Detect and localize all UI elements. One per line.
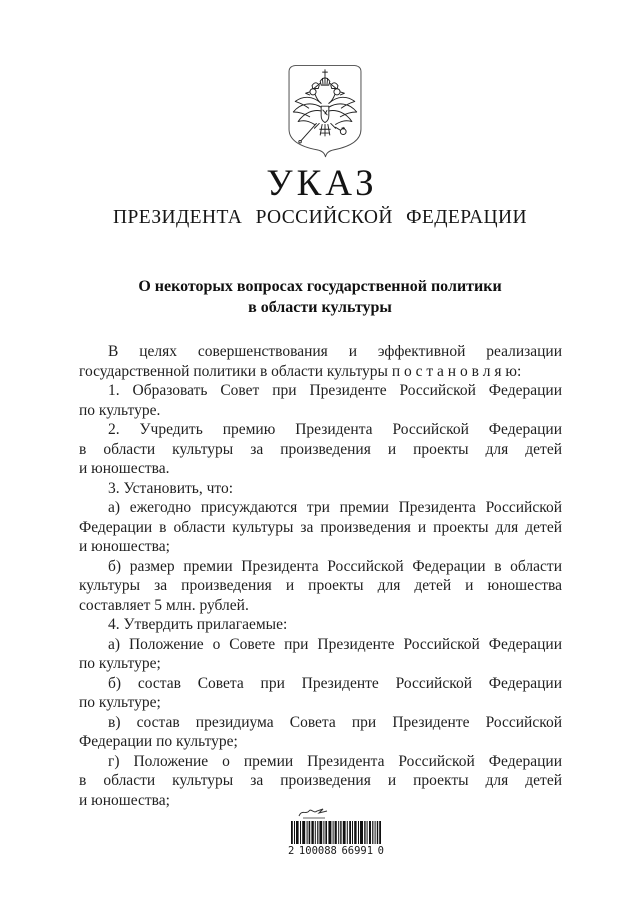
text-line: в области культуры за произведения и проекты для детей [79,772,562,789]
text-line: и юношества. [79,460,170,477]
paragraph [79,635,562,674]
coat-of-arms-icon [287,64,363,158]
paragraph [79,557,562,616]
signature-mark-icon [296,806,332,820]
barcode-digits [288,845,384,857]
barcode-digit-group: 100088 [298,845,337,857]
text-line: В целях совершенствования и эффективной реализации [108,343,562,360]
text-line: в) состав президиума Совета при Президенте Российской [108,713,562,731]
document-subject-title [0,276,640,318]
document-issuer-title: ПРЕЗИДЕНТА РОССИЙСКОЙ ФЕДЕРАЦИИ [113,207,527,228]
text-line: по культуре; [79,694,161,711]
text-line: по культуре; [79,655,161,672]
barcode [291,821,381,844]
barcode-digit-group: 0 [377,845,384,857]
text-line: составляет 5 млн. рублей. [79,596,249,614]
text-line: 2. Учредить премию Президента Российской Федерации [108,421,562,438]
paragraph [79,713,562,752]
subject-line-2: в области культуры [248,299,392,316]
text-line: и юношества; [79,791,170,809]
barcode-digit-group: 2 [288,845,295,857]
document-type-title: УКАЗ [266,163,378,204]
subject-line-1: О некоторых вопросах государственной политики [138,278,502,295]
text-line: культуры за произведения и проекты для детей и юношества [79,577,562,594]
paragraph [79,615,562,635]
paragraph [79,342,562,381]
paragraph [79,479,562,499]
text-line: б) состав Совета при Президенте Российской Федерации [108,674,562,692]
text-line: государственной политики в области культуры п о с т а н о в л я ю: [79,362,522,380]
text-line: 3. Установить, что: [108,479,234,497]
coat-of-arms-of-russia [287,64,363,158]
paragraph [79,381,562,420]
document-body [79,342,562,810]
text-line: в области культуры за произведения и проекты для детей [79,440,562,458]
text-line: а) Положение о Совете при Президенте Российской Федерации [108,635,562,653]
paragraph [79,420,562,479]
text-line: 1. Образовать Совет при Президенте Российской Федерации [108,382,562,399]
text-line: б) размер премии Президента Российской Федерации в области [108,557,562,575]
text-line: Федерации по культуре; [79,733,238,750]
paragraph [79,752,562,811]
text-line: 4. Утвердить прилагаемые: [108,616,288,633]
text-line: а) ежегодно присуждаются три премии Президента Российской [108,499,562,516]
paragraph [79,498,562,557]
barcode-digit-group: 66991 [341,845,374,857]
text-line: г) Положение о премии Президента Российской Федерации [108,752,562,770]
text-line: и юношества; [79,538,170,555]
text-line: Федерации в области культуры за произведения и проекты для детей [79,518,562,536]
text-line: по культуре. [79,401,161,419]
paragraph [79,674,562,713]
